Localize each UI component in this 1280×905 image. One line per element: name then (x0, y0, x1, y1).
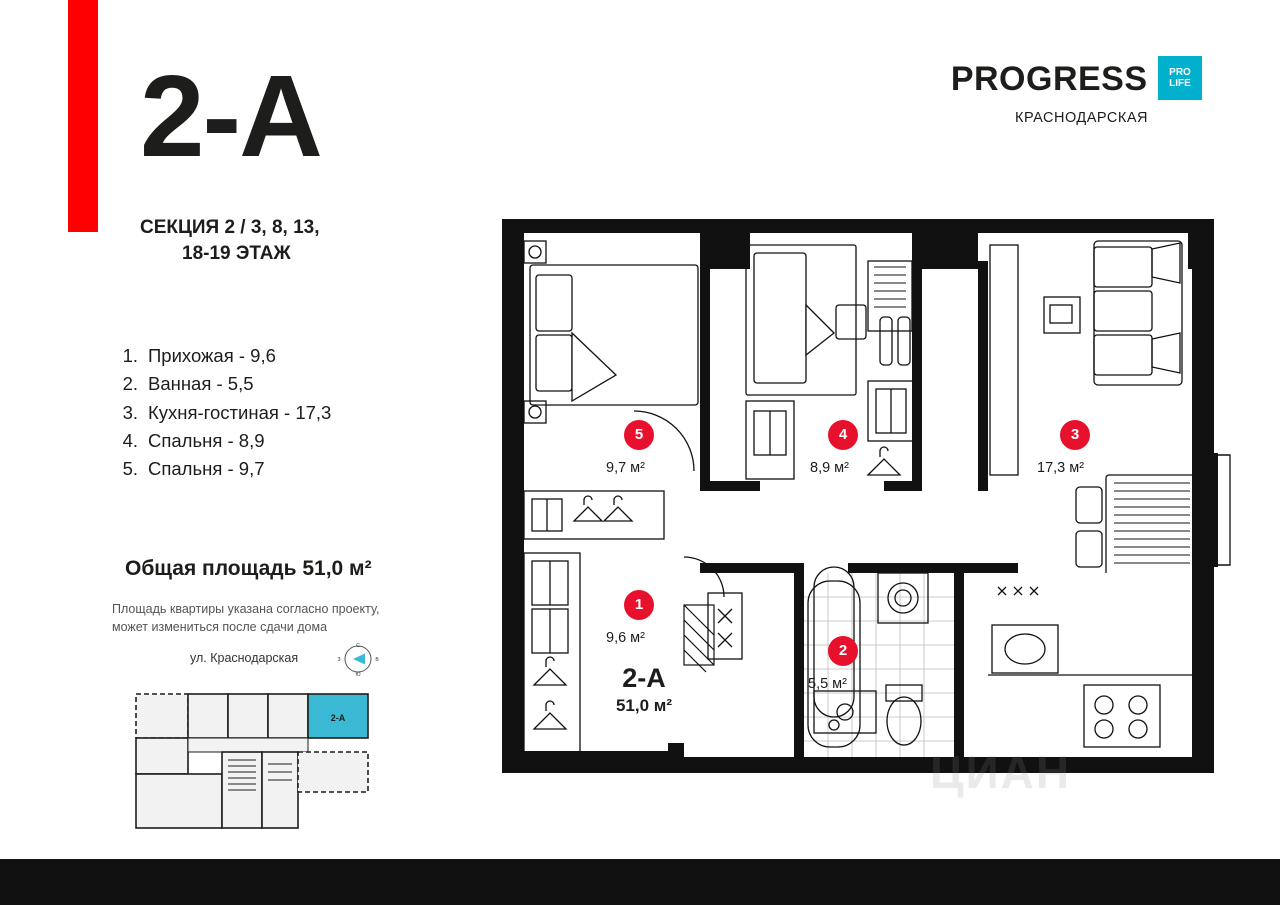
key-plan (132, 690, 372, 835)
room-area-3: 17,3 м² (1037, 460, 1085, 476)
logo-subtitle: КРАСНОДАРСКАЯ (1015, 110, 1148, 126)
list-item (112, 455, 442, 483)
street-label: ул. Краснодарская (190, 651, 299, 665)
room-label: Прихожая - 9,6 (148, 345, 276, 366)
room-label: Спальня - 8,9 (148, 429, 265, 451)
section-info (140, 215, 440, 266)
svg-text:В: В (375, 657, 379, 663)
plan-summary-title: 2-А (622, 663, 666, 693)
plan-summary-badge (589, 664, 699, 716)
list-item (112, 342, 442, 370)
room-index: 4. (122, 429, 138, 451)
disclaimer-text: Площадь квартиры указана согласно проекту, может измениться после сдачи дома (112, 602, 380, 635)
room-area-1: 9,6 м² (606, 630, 645, 646)
room-index: 5. (122, 458, 138, 480)
bottom-bar (0, 859, 1280, 905)
room-label: Спальня - 9,7 (148, 458, 265, 480)
room-label: Кухня-гостиная - 17,3 (148, 401, 332, 423)
list-item (112, 370, 442, 398)
logo-badge-line-1: PRO (1169, 67, 1191, 78)
logo-wordmark: PROGRESS (950, 60, 1148, 98)
logo-badge (1158, 56, 1202, 100)
room-label: Ванная - 5,5 (148, 373, 254, 395)
room-index: 2. (122, 373, 138, 395)
list-item (112, 427, 442, 455)
svg-text:З: З (337, 657, 341, 663)
svg-text:Ю: Ю (355, 672, 361, 678)
room-marker-4[interactable]: 4 (828, 420, 858, 450)
brand-logo (951, 62, 1202, 126)
room-index: 3. (122, 401, 138, 423)
room-area-4: 8,9 м² (810, 460, 849, 476)
list-item (112, 399, 442, 427)
logo-badge-line-2: LIFE (1169, 78, 1191, 89)
compass-icon (333, 640, 383, 678)
room-list (112, 342, 442, 483)
section-line-1: СЕКЦИЯ 2 / 3, 8, 13, (140, 217, 320, 238)
room-marker-5[interactable]: 5 (624, 420, 654, 450)
page-title: 2-А (140, 51, 321, 181)
room-index: 1. (122, 345, 138, 366)
svg-text:С: С (356, 643, 360, 649)
room-marker-3[interactable]: 3 (1060, 420, 1090, 450)
red-accent-bar (68, 0, 98, 232)
svg-text:2-А: 2-А (330, 713, 346, 723)
section-line-2: 18-19 ЭТАЖ (182, 242, 291, 264)
room-area-2: 5,5 м² (808, 676, 847, 692)
total-area-label: Общая площадь 51,0 м² (125, 557, 372, 580)
room-marker-2[interactable]: 2 (828, 636, 858, 666)
room-marker-1[interactable]: 1 (624, 590, 654, 620)
room-area-5: 9,7 м² (606, 460, 645, 476)
plan-summary-area: 51,0 м² (615, 695, 673, 715)
